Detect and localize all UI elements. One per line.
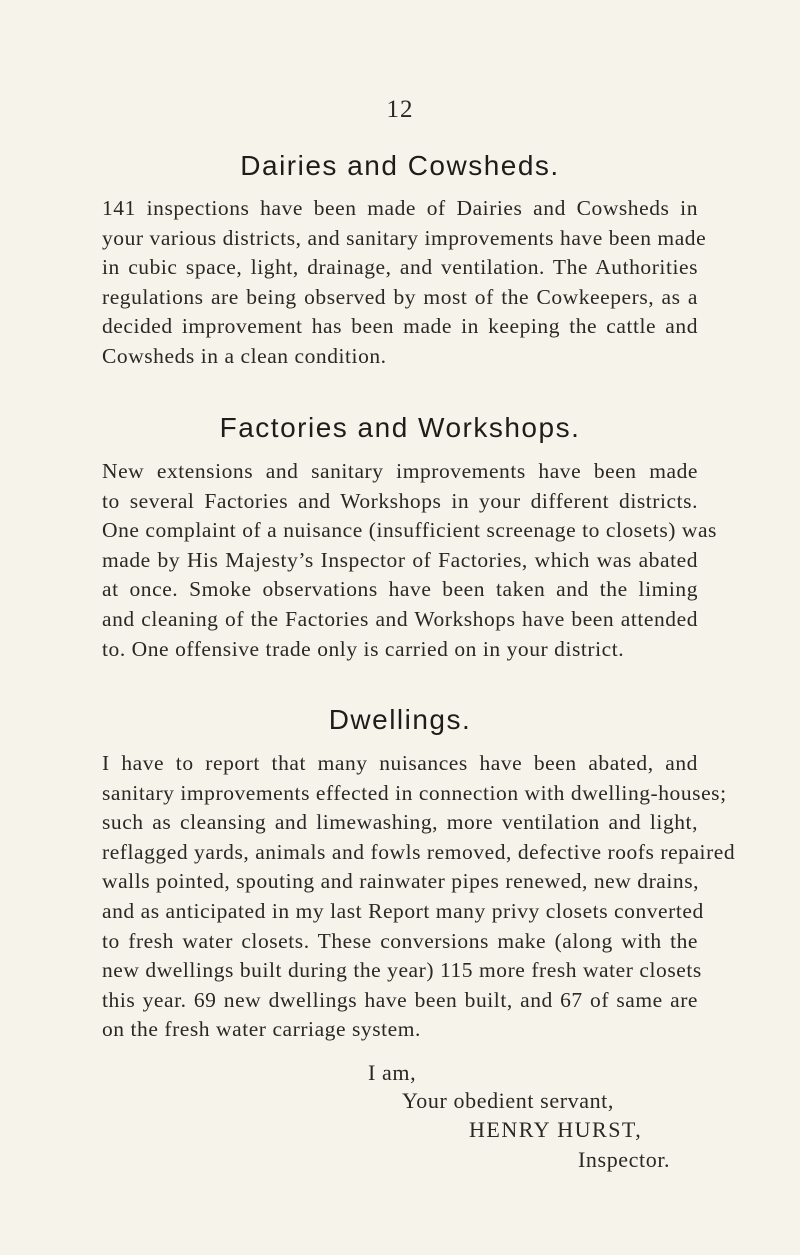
text-line: to. One offensive trade only is carried on in your district. [102, 636, 625, 661]
text-line: to fresh water closets. These conversions make (along with the [102, 928, 698, 953]
text-line: 141 inspections have been made of Dairies and Cowsheds in [102, 196, 698, 220]
text-line: to several Factories and Workshops in your different districts. [102, 488, 698, 513]
text-line: One complaint of a nuisance (insufficient screenage to closets) was [102, 518, 717, 543]
text-line: sanitary improvements effected in connection with dwelling-houses; [102, 780, 727, 805]
text-line: and cleaning of the Factories and Workshops have been attended [102, 606, 698, 631]
paragraph-dwellings [102, 749, 736, 1045]
text-line: reflagged yards, animals and fowls removed, defective roofs repaired [102, 839, 736, 864]
page-number: 12 [386, 96, 414, 123]
text-line: I have to report that many nuisances have been abated, and [102, 751, 698, 775]
text-line: decided improvement has been made in keeping the cattle and [102, 314, 698, 339]
signoff-greeting: I am, [368, 1060, 417, 1085]
text-line: at once. Smoke observations have been taken and the liming [102, 577, 698, 602]
paragraph-factories [102, 457, 717, 664]
signoff-name: HENRY HURST, [469, 1117, 643, 1142]
signoff-closing: Your obedient servant, [402, 1088, 614, 1113]
text-line: new dwellings built during the year) 115 more fresh water closets [102, 958, 702, 983]
text-line: such as cleansing and limewashing, more ventilation and light, [102, 810, 698, 835]
section-heading-dairies: Dairies and Cowsheds. [240, 150, 560, 181]
text-line: walls pointed, spouting and rainwater pipes renewed, new drains, [102, 869, 700, 894]
text-line: your various districts, and sanitary improvements have been made [102, 225, 707, 250]
text-line: and as anticipated in my last Report many privy closets converted [102, 898, 704, 923]
text-line: regulations are being observed by most of the Cowkeepers, as a [102, 284, 698, 309]
text-line: on the fresh water carriage system. [102, 1017, 421, 1042]
text-line: this year. 69 new dwellings have been built, and 67 of same are [102, 987, 698, 1012]
section-heading-factories: Factories and Workshops. [219, 412, 581, 443]
text-line: made by His Majesty’s Inspector of Factories, which was abated [102, 547, 698, 572]
section-heading-dwellings: Dwellings. [328, 704, 472, 735]
text-line: in cubic space, light, drainage, and ventilation. The Authorities [102, 255, 698, 280]
paragraph-dairies [102, 194, 707, 372]
signoff-title: Inspector. [578, 1147, 671, 1172]
text-line: Cowsheds in a clean condition. [102, 343, 387, 368]
text-line: New extensions and sanitary improvements have been made [102, 459, 698, 483]
